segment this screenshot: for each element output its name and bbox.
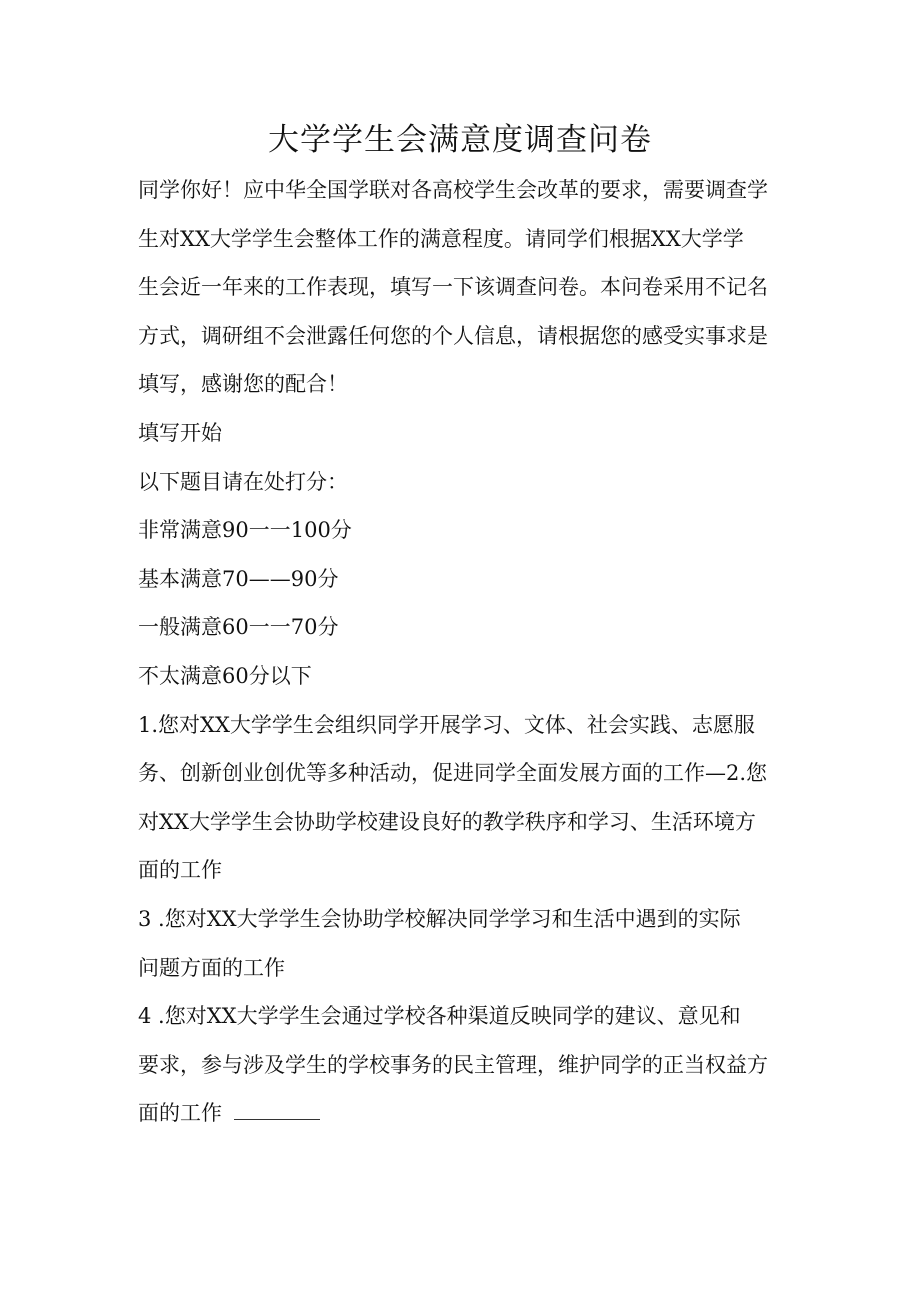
intro-line: 生对XX大学学生会整体工作的满意程度。请同学们根据XX大学学 bbox=[138, 226, 744, 251]
instruction-text: 以下题目请在处打分： bbox=[138, 469, 348, 494]
question-text-line: 对XX大学学生会协助学校建设良好的教学秩序和学习、生活环境方 bbox=[138, 809, 756, 834]
question-text-line: 3 .您对XX大学学生会协助学校解决同学学习和生活中遇到的实际 bbox=[138, 906, 741, 931]
scale-item: 基本满意70——90分 bbox=[138, 566, 339, 591]
question-text-line: 4 .您对XX大学学生会通过学校各种渠道反映同学的建议、意见和 bbox=[138, 1004, 741, 1029]
question-text-line: 务、创新创业创优等多种活动，促进同学全面发展方面的工作—2.您 bbox=[138, 761, 768, 786]
question-text-line: 面的工作 bbox=[138, 1101, 222, 1126]
scale-item: 一般满意60一一70分 bbox=[138, 615, 339, 640]
question-text-line: 面的工作 bbox=[138, 858, 222, 883]
document-body bbox=[138, 166, 784, 1138]
start-text: 填写开始 bbox=[138, 420, 222, 445]
question-text-line: 问题方面的工作 bbox=[138, 955, 285, 980]
question-4-final-line bbox=[138, 1089, 784, 1138]
intro-line: 同学你好！应中华全国学联对各高校学生会改革的要求，需要调查学 bbox=[138, 178, 768, 202]
scale-item: 非常满意90一一100分 bbox=[138, 518, 352, 543]
scale-item: 不太满意60分以下 bbox=[138, 663, 312, 688]
answer-blank[interactable] bbox=[234, 1093, 320, 1120]
question-text-line: 要求，参与涉及学生的学校事务的民主管理，维护同学的正当权益方 bbox=[138, 1052, 768, 1077]
intro-line: 方式，调研组不会泄露任何您的个人信息，请根据您的感受实事求是 bbox=[138, 323, 768, 348]
intro-line: 生会近一年来的工作表现，填写一下该调查问卷。本问卷采用不记名 bbox=[138, 275, 768, 300]
question-text-line: 1.您对XX大学学生会组织同学开展学习、文体、社会实践、志愿服 bbox=[138, 712, 755, 737]
intro-line: 填写，感谢您的配合！ bbox=[138, 372, 348, 397]
document-title: 大学学生会满意度调查问卷 bbox=[268, 122, 652, 158]
